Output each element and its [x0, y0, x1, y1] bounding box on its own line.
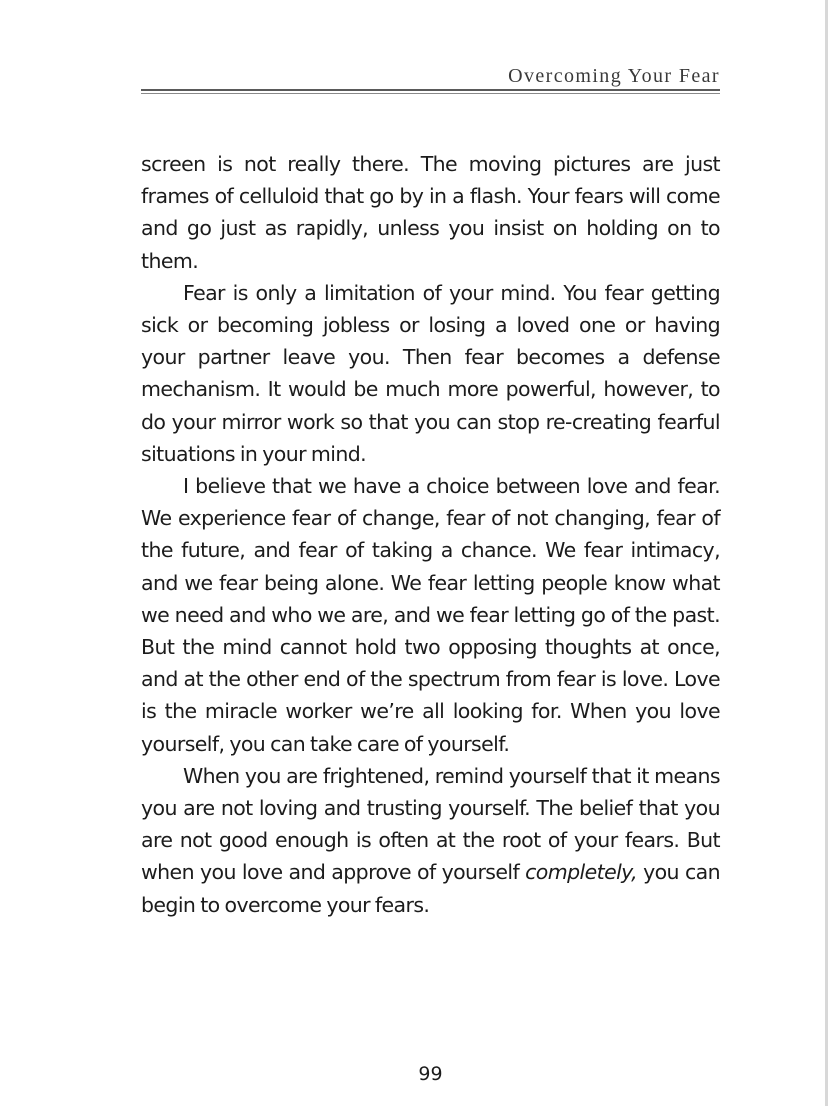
header-rule [141, 89, 720, 91]
paragraph-4 [141, 760, 720, 921]
page-number: 99 [418, 1063, 443, 1085]
paragraph-1: screen is not really there. The moving pictures are just frames of celluloid that go by in a flash. Your fears will come and go just as rapidly, unless you insist on holding on to them. [141, 152, 720, 273]
running-header-title: Overcoming Your Fear [508, 65, 720, 87]
paragraph-4-after: you can begin to overcome your fears. [141, 860, 720, 917]
paragraph-4-before: When you are frightened, remind yourself that it means you are not loving and trusting yourself. The belief that you are not good enough is often at the root of your fears. But when you love and approve of yourself [141, 763, 720, 885]
paragraph-2: Fear is only a limitation of your mind. You fear getting sick or becoming jobless or losing a loved one or having your partner leave you. Then fear becomes a defense mechanism. It would be much more powerful, however, to do your mirror work so that you can stop re-creating fearful situations in your mind. [141, 280, 720, 466]
paragraph-3: I believe that we have a choice between love and fear. We experience fear of change, fear of not changing, fear of the future, and fear of taking a chance. We fear intimacy, and we fear being alone. We fear letting people know what we need and who we are, and we fear letting go of the past. But the mind cannot hold two opposing thoughts at once, and at the other end of the spectrum from fear is love. Love is the miracle worker we’re all looking for. When you love yourself, you can take care of yourself. [141, 474, 720, 756]
body-text [141, 148, 720, 921]
paragraph-4-emphasis: completely, [525, 860, 638, 885]
header-rule-secondary [141, 93, 720, 94]
